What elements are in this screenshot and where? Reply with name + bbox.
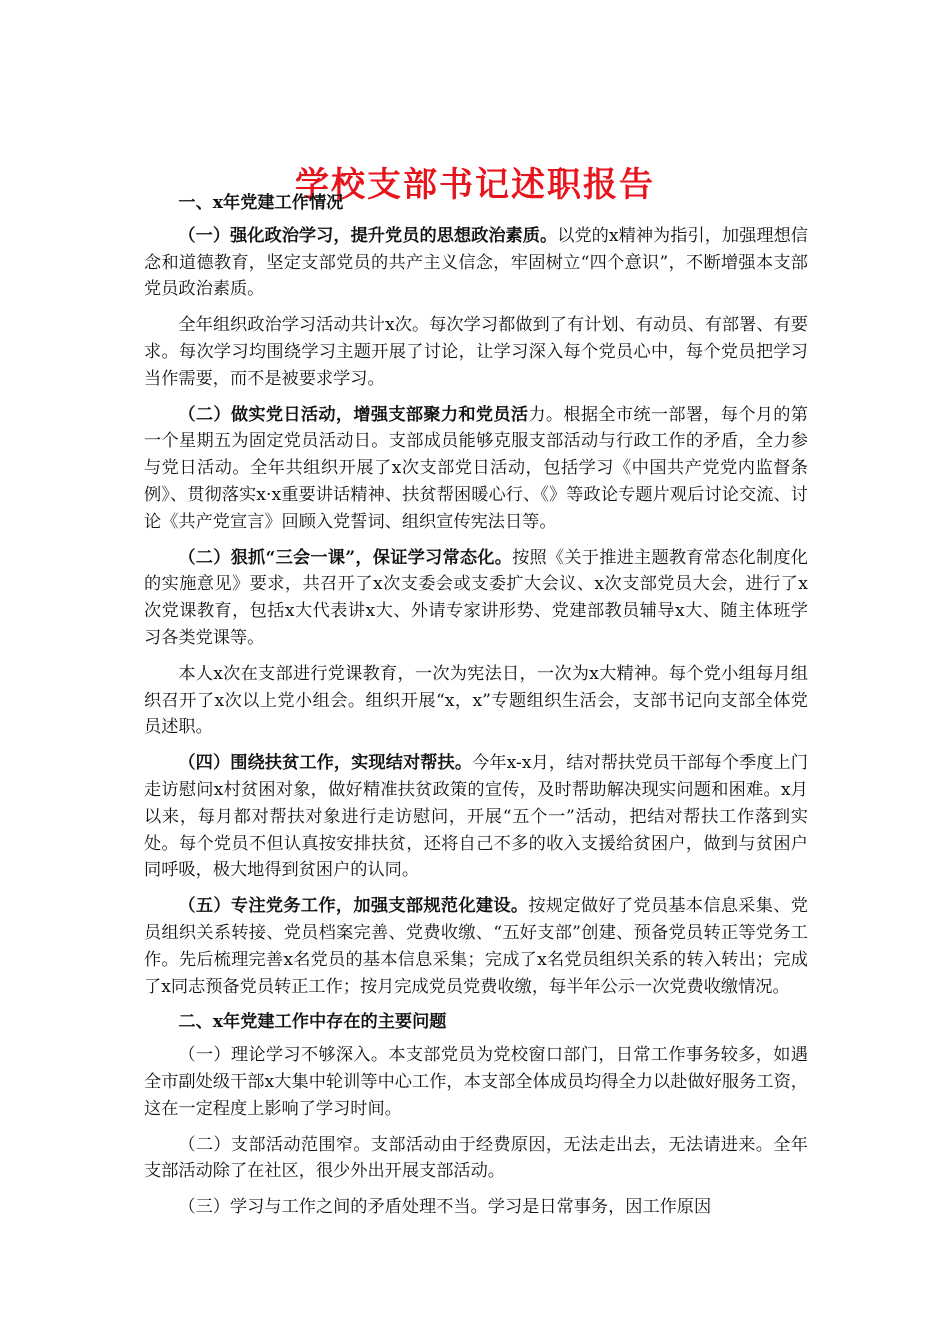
paragraph-lead: （四）围绕扶贫工作，实现结对帮扶。 [178, 753, 473, 774]
paragraph [144, 1042, 808, 1122]
paragraph [144, 1194, 808, 1221]
paragraph-text: 本人x次在支部进行党课教育，一次为宪法日，一次为x大精神。每个党小组每月组织召开了x次以上党小组会。组织开展“x，x”专题组织生活会，支部书记向支部全体党员述职。 [144, 663, 808, 738]
paragraph-text: （一）理论学习不够深入。本支部党员为党校窗口部门，日常工作事务较多，如遇全市副处级干部x大集中轮训等中心工作，本支部全体成员均得全力以赴做好服务工资，这在一定程度上影响了学习时间。 [144, 1045, 808, 1119]
paragraph-text: 以党的x精神为指引，加强理想信念和道德教育，坚定支部党员的共产主义信念，牢固树立“四个意识”，不断增强本支部党员政治素质。 [144, 225, 808, 300]
paragraph-text: （三）学习与工作之间的矛盾处理不当。学习是日常事务，因工作原因 [178, 1197, 712, 1218]
paragraph-text: 按规定做好了党员基本信息采集、党员组织关系转接、党员档案完善、党费收缴、“五好支部”创建、预备党员转正等党务工作。先后梳理完善x名党员的基本信息采集；完成了x名党员组织关系的转入转出；完成了x同志预备党员转正工作；按月完成党员党费收缴，每半年公示一次党费收缴情况。 [144, 896, 808, 997]
section-heading: 一、x年党建工作情况 [178, 193, 344, 213]
paragraph [144, 750, 808, 884]
paragraph-text: 今年x-x月，结对帮扶党员干部每个季度上门走访慰问x村贫困对象，做好精准扶贫政策的宣传，及时帮助解决现实问题和困难。x月以来，每月都对帮扶对象进行走访慰问，开展“五个一”活动，把结对帮扶工作落到实处。每个党员不但认真按安排扶贫，还将自己不多的收入支援给贫困户，做到与贫困户同呼吸，极大地得到贫困户的认同。 [144, 753, 808, 881]
paragraph-lead: （二）做实党日活动，增强支部聚力和党员活 [178, 404, 529, 425]
document-title: 学校支部书记述职报告 [295, 164, 655, 205]
paragraph [144, 402, 808, 536]
paragraph-text: 按照《关于推进主题教育常态化制度化的实施意见》要求，共召开了x次支委会或支委扩大会议、x次支部党员大会，进行了x次党课教育，包括x大代表讲x大、外请专家讲形势、党建部教员辅导x大、随主体班学习各类党课等。 [144, 547, 808, 648]
document-body [144, 190, 808, 1230]
paragraph-text: （二）支部活动范围窄。支部活动由于经费原因，无法走出去，无法请进来。全年支部活动除了在社区，很少外出开展支部活动。 [144, 1134, 808, 1182]
section-heading: 二、x年党建工作中存在的主要问题 [178, 1012, 447, 1033]
paragraph [144, 1132, 808, 1186]
paragraph [144, 893, 808, 1000]
paragraph [144, 545, 808, 652]
paragraph [144, 223, 808, 303]
paragraph-text: 全年组织政治学习活动共计x次。每次学习都做到了有计划、有动员、有部署、有要求。每次学习均围绕学习主题开展了讨论，让学习深入每个党员心中，每个党员把学习当作需要，而不是被要求学习。 [144, 315, 808, 389]
paragraph [144, 661, 808, 741]
paragraph-lead: （一）强化政治学习，提升党员的思想政治素质。 [178, 225, 558, 246]
paragraph-text: 力。根据全市统一部署，每个月的第一个星期五为固定党员活动日。支部成员能够克服支部活动与行政工作的矛盾，全力参与党日活动。全年共组织开展了x次支部党日活动，包括学习《中国共产党党内监督条例》、贯彻落实x·x重要讲话精神、扶贫帮困暖心行、《》等政论专题片观后讨论交流、讨论《共产党宣言》回顾入党誓词、组织宣传宪法日等。 [144, 404, 808, 532]
paragraph-lead: （二）狠抓“三会一课”，保证学习常态化。 [178, 547, 513, 568]
paragraph-lead: （五）专注党务工作，加强支部规范化建设。 [178, 896, 529, 917]
paragraph [144, 312, 808, 392]
